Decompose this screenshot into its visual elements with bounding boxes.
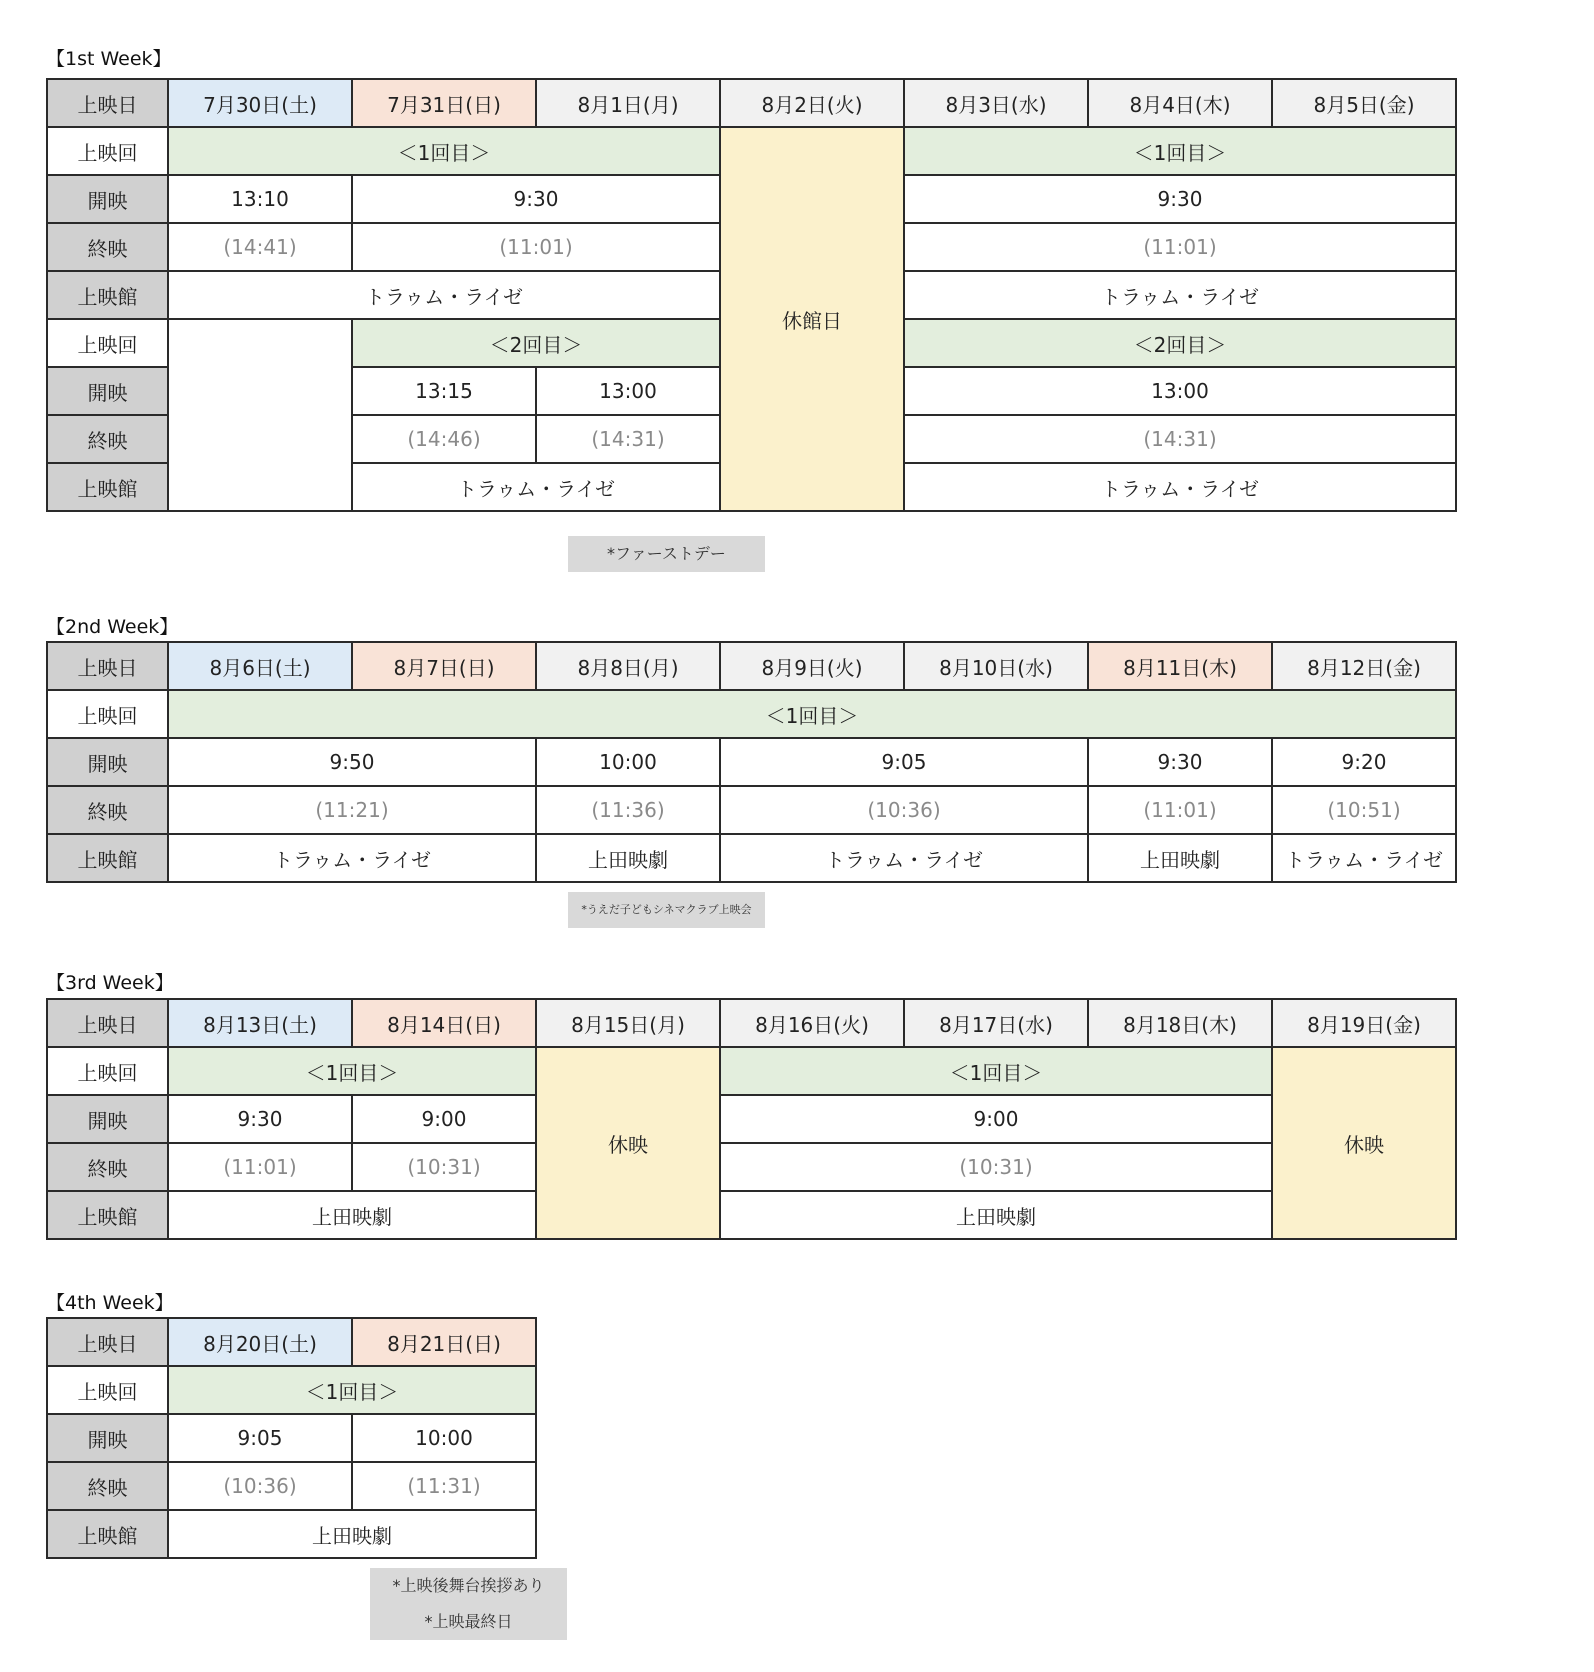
label-date: 上映日 [47, 999, 168, 1047]
end-time-cell: (11:01) [168, 1143, 352, 1191]
end-time-cell: (11:01) [352, 223, 720, 271]
table-row [47, 1318, 536, 1366]
end-time-cell: (14:46) [352, 415, 536, 463]
date-cell: 8月21日(日) [352, 1318, 536, 1366]
week4-title: 【4th Week】 [46, 1292, 174, 1314]
label-end: 終映 [47, 223, 168, 271]
hall-cell: 上田映劇 [536, 834, 720, 882]
start-time-cell: 9:30 [352, 175, 720, 223]
label-date: 上映日 [47, 642, 168, 690]
stage-greeting-note: *上映後舞台挨拶あり [392, 1576, 545, 1595]
no-screening-cell: 休映 [1272, 1047, 1456, 1239]
start-time-cell: 9:00 [352, 1095, 536, 1143]
date-cell: 8月2日(火) [720, 79, 904, 127]
table-row [47, 642, 1456, 690]
first-day-note: *ファーストデー [568, 536, 765, 572]
date-cell: 8月8日(月) [536, 642, 720, 690]
start-time-cell: 9:05 [720, 738, 1088, 786]
end-time-cell: (11:31) [352, 1462, 536, 1510]
start-time-cell: 10:00 [536, 738, 720, 786]
start-time-cell: 9:30 [168, 1095, 352, 1143]
date-cell: 8月10日(水) [904, 642, 1088, 690]
label-round: 上映回 [47, 1366, 168, 1414]
date-cell: 8月15日(月) [536, 999, 720, 1047]
closed-cell: 休館日 [720, 127, 904, 511]
date-cell: 7月30日(土) [168, 79, 352, 127]
date-cell: 8月5日(金) [1272, 79, 1456, 127]
label-end: 終映 [47, 786, 168, 834]
hall-cell: トラゥム・ライゼ [904, 271, 1456, 319]
end-time-cell: (10:31) [352, 1143, 536, 1191]
date-cell: 8月17日(水) [904, 999, 1088, 1047]
round-cell: ＜1回目＞ [720, 1047, 1272, 1095]
table-row [47, 79, 1456, 127]
table-row [47, 1095, 1456, 1143]
week4-schedule-table [46, 1317, 537, 1559]
label-start: 開映 [47, 1095, 168, 1143]
label-start: 開映 [47, 175, 168, 223]
label-hall: 上映館 [47, 834, 168, 882]
label-end: 終映 [47, 1143, 168, 1191]
date-cell: 8月12日(金) [1272, 642, 1456, 690]
end-time-cell: (10:36) [168, 1462, 352, 1510]
date-cell: 8月6日(土) [168, 642, 352, 690]
week1-title: 【1st Week】 [46, 48, 172, 70]
start-time-cell: 10:00 [352, 1414, 536, 1462]
date-cell: 7月31日(日) [352, 79, 536, 127]
label-round: 上映回 [47, 1047, 168, 1095]
hall-cell: トラゥム・ライゼ [720, 834, 1088, 882]
hall-cell: トラゥム・ライゼ [168, 271, 720, 319]
table-row [47, 127, 1456, 175]
round-cell: ＜1回目＞ [168, 127, 720, 175]
label-date: 上映日 [47, 1318, 168, 1366]
hall-cell: トラゥム・ライゼ [1272, 834, 1456, 882]
end-time-cell: (14:41) [168, 223, 352, 271]
date-cell: 8月4日(木) [1088, 79, 1272, 127]
week3-schedule-table [46, 998, 1457, 1240]
table-row [47, 786, 1456, 834]
date-cell: 8月3日(水) [904, 79, 1088, 127]
label-hall: 上映館 [47, 1510, 168, 1558]
table-row [47, 1143, 1456, 1191]
date-cell: 8月16日(火) [720, 999, 904, 1047]
label-start: 開映 [47, 738, 168, 786]
end-time-cell: (11:36) [536, 786, 720, 834]
hall-cell: 上田映劇 [720, 1191, 1272, 1239]
label-date: 上映日 [47, 79, 168, 127]
hall-cell: 上田映劇 [1088, 834, 1272, 882]
label-hall: 上映館 [47, 463, 168, 511]
end-time-cell: (10:31) [720, 1143, 1272, 1191]
hall-cell: トラゥム・ライゼ [352, 463, 720, 511]
last-day-note: *上映最終日 [424, 1612, 513, 1631]
table-row [47, 999, 1456, 1047]
round-cell: ＜2回目＞ [904, 319, 1456, 367]
week2-title: 【2nd Week】 [46, 616, 179, 638]
date-cell: 8月11日(木) [1088, 642, 1272, 690]
label-hall: 上映館 [47, 271, 168, 319]
hall-cell: トラゥム・ライゼ [168, 834, 536, 882]
end-time-cell: (11:01) [1088, 786, 1272, 834]
date-cell: 8月7日(日) [352, 642, 536, 690]
start-time-cell: 13:00 [904, 367, 1456, 415]
kids-cinema-note: *うえだ子どもシネマクラブ上映会 [568, 892, 765, 928]
label-end: 終映 [47, 415, 168, 463]
table-row [47, 1366, 536, 1414]
table-row [47, 1510, 536, 1558]
start-time-cell: 9:30 [904, 175, 1456, 223]
final-day-notes [370, 1568, 567, 1640]
date-cell: 8月1日(月) [536, 79, 720, 127]
table-row [47, 1414, 536, 1462]
date-cell: 8月20日(土) [168, 1318, 352, 1366]
date-cell: 8月18日(木) [1088, 999, 1272, 1047]
no-screening-cell: 休映 [536, 1047, 720, 1239]
start-time-cell: 13:00 [536, 367, 720, 415]
date-cell: 8月14日(日) [352, 999, 536, 1047]
label-start: 開映 [47, 367, 168, 415]
week3-title: 【3rd Week】 [46, 972, 174, 994]
label-start: 開映 [47, 1414, 168, 1462]
start-time-cell: 9:30 [1088, 738, 1272, 786]
table-row [47, 1462, 536, 1510]
hall-cell: 上田映劇 [168, 1510, 536, 1558]
table-row [47, 1047, 1456, 1095]
end-time-cell: (11:21) [168, 786, 536, 834]
week1-schedule-table [46, 78, 1457, 512]
table-row [47, 834, 1456, 882]
empty-cell [168, 319, 352, 511]
week2-schedule-table [46, 641, 1457, 883]
end-time-cell: (14:31) [536, 415, 720, 463]
start-time-cell: 9:05 [168, 1414, 352, 1462]
start-time-cell: 9:50 [168, 738, 536, 786]
end-time-cell: (10:51) [1272, 786, 1456, 834]
label-hall: 上映館 [47, 1191, 168, 1239]
table-row [47, 690, 1456, 738]
round-cell: ＜1回目＞ [904, 127, 1456, 175]
date-cell: 8月9日(火) [720, 642, 904, 690]
end-time-cell: (14:31) [904, 415, 1456, 463]
label-end: 終映 [47, 1462, 168, 1510]
date-cell: 8月19日(金) [1272, 999, 1456, 1047]
table-row [47, 1191, 1456, 1239]
round-cell: ＜2回目＞ [352, 319, 720, 367]
end-time-cell: (10:36) [720, 786, 1088, 834]
hall-cell: トラゥム・ライゼ [904, 463, 1456, 511]
label-round: 上映回 [47, 319, 168, 367]
label-round: 上映回 [47, 690, 168, 738]
end-time-cell: (11:01) [904, 223, 1456, 271]
table-row [47, 738, 1456, 786]
start-time-cell: 9:20 [1272, 738, 1456, 786]
label-round: 上映回 [47, 127, 168, 175]
date-cell: 8月13日(土) [168, 999, 352, 1047]
round-cell: ＜1回目＞ [168, 690, 1456, 738]
start-time-cell: 9:00 [720, 1095, 1272, 1143]
hall-cell: 上田映劇 [168, 1191, 536, 1239]
round-cell: ＜1回目＞ [168, 1366, 536, 1414]
start-time-cell: 13:15 [352, 367, 536, 415]
start-time-cell: 13:10 [168, 175, 352, 223]
round-cell: ＜1回目＞ [168, 1047, 536, 1095]
